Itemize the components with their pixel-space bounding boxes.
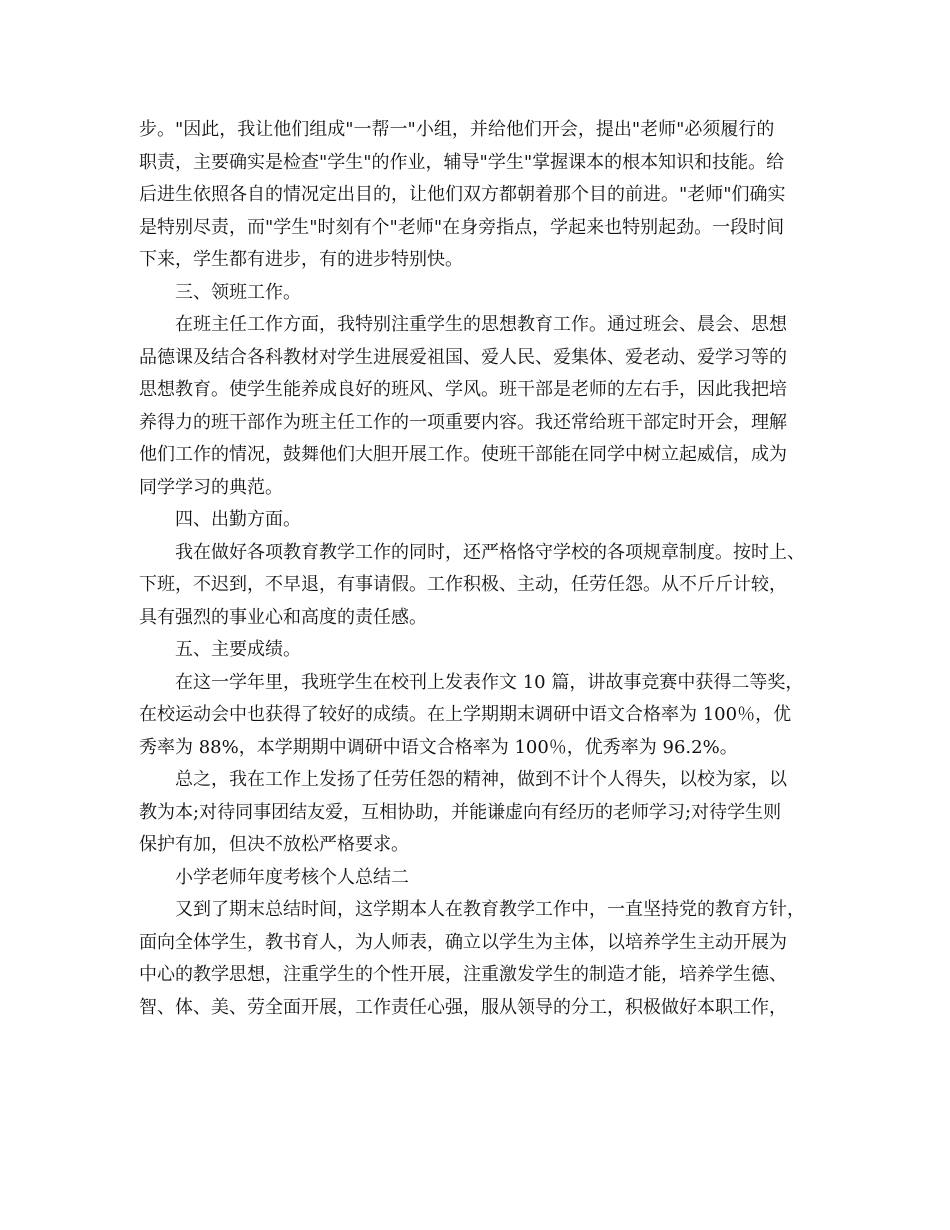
text-line: 秀率为 88%，本学期期中调研中语文合格率为 100％，优秀率为 96.2%。: [139, 736, 738, 758]
text-line: 养得力的班干部作为班主任工作的一项重要内容。我还常给班干部定时开会，理解: [139, 411, 787, 433]
text-line: 下来，学生都有进步，有的进步特别快。: [139, 249, 463, 270]
text-line: 在校运动会中也获得了较好的成绩。在上学期期末调研中语文合格率为 100％，优: [139, 704, 792, 725]
text-line: 具有强烈的事业心和高度的责任感。: [139, 606, 427, 628]
text-line: 在班主任工作方面，我特别注重学生的思想教育工作。通过班会、晨会、思想: [175, 314, 787, 335]
text-line: 四、出勤方面。: [175, 509, 301, 530]
text-line: 中心的教学思想，注重学生的个性开展，注重激发学生的制造才能，培养学生德、: [139, 964, 787, 985]
text-line: 面向全体学生，教书育人，为人师表，确立以学生为主体，以培养学生主动开展为: [139, 931, 787, 953]
text-line: 我在做好各项教育教学工作的同时，还严格恪守学校的各项规章制度。按时上、: [175, 541, 805, 563]
text-line: 保护有加，但决不放松严格要求。: [139, 834, 409, 855]
text-line: 步。"因此，我让他们组成"一帮一"小组，并给他们开会，提出"老师"必须履行的: [139, 119, 775, 140]
text-line: 下班，不迟到，不早退，有事请假。工作积极、主动，任劳任怨。从不斤斤计较，: [139, 574, 787, 595]
text-line: 总之，我在工作上发扬了任劳任怨的精神，做到不计个人得失，以校为家，以: [175, 769, 787, 790]
text-line: 三、领班工作。: [175, 281, 301, 303]
text-line: 思想教育。使学生能养成良好的班风、学风。班干部是老师的左右手，因此我把培: [139, 379, 787, 400]
text-line: 在这一学年里，我班学生在校刊上发表作文 10 篇，讲故事竞赛中获得二等奖，: [175, 671, 804, 693]
text-line: 教为本;对待同事团结友爱，互相协助，并能谦虚向有经历的老师学习;对待学生则: [139, 801, 782, 823]
text-line: 五、主要成绩。: [175, 639, 301, 660]
text-line: 智、体、美、劳全面开展，工作责任心强，服从领导的分工，积极做好本职工作，: [139, 996, 787, 1018]
text-line: 小学老师年度考核个人总结二: [175, 866, 409, 888]
text-line: 同学学习的典范。: [139, 476, 283, 498]
text-line: 品德课及结合各科教材对学生进展爱祖国、爱人民、爱集体、爱老动、爱学习等的: [139, 346, 787, 368]
text-line: 职责，主要确实是检查"学生"的作业，辅导"学生"掌握课本的根本知识和技能。给: [139, 151, 785, 173]
document-body: [139, 114, 823, 1024]
text-line: 他们工作的情况，鼓舞他们大胆开展工作。使班干部能在同学中树立起威信，成为: [139, 444, 787, 465]
text-line: 后进生依照各自的情况定出目的，让他们双方都朝着那个目的前进。"老师"们确实: [139, 184, 786, 205]
text-line: 又到了期末总结时间，这学期本人在教育教学工作中，一直坚持党的教育方针，: [175, 899, 805, 920]
text-line: 是特别尽责，而"学生"时刻有个"老师"在身旁指点，学起来也特别起劲。一段时间: [139, 216, 785, 238]
